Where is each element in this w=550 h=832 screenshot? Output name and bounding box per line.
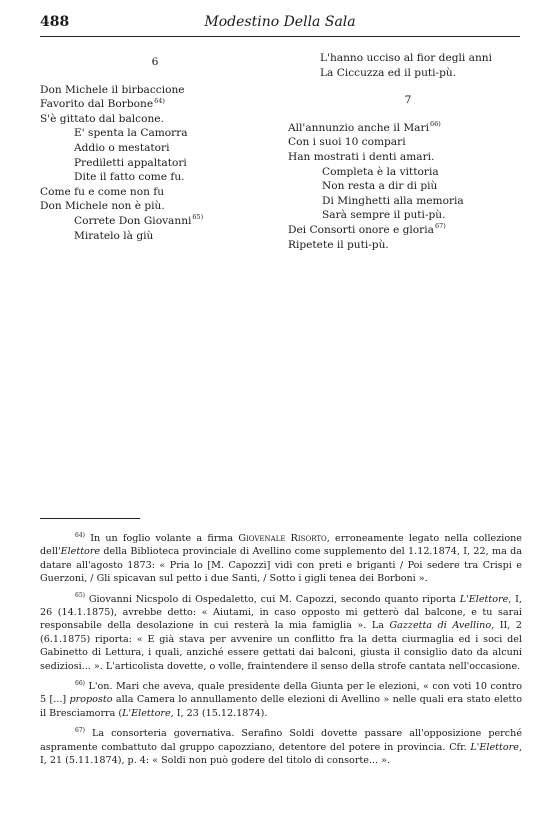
footnote-text: , II, 2 (6.1.1875) riporta: « E già stava per avvenire un conflitto fra la detta ciurmaglia ed i soci del Gabinetto di Lettura, i quali, anziché essere gettati dai balconi, giusta il consiglio dato da alcuni sediziosi... ». L'articolista dovette, o volle, fraintendere il senso della strofe cantata nell'occasione. [40, 620, 522, 672]
verse-line [288, 194, 528, 209]
verse-line [40, 229, 270, 244]
verse-line [40, 170, 270, 185]
page-number: 488 [40, 14, 70, 30]
verse-line [288, 208, 528, 223]
verse-line [40, 214, 270, 229]
verse-text: Non resta a dir di più [322, 180, 438, 193]
verse-line [40, 141, 270, 156]
verse-line [40, 199, 270, 214]
verse-line [288, 135, 528, 150]
footnote-marker: 66) [429, 120, 441, 129]
verse-text: Addio o mestatori [74, 141, 170, 154]
footnote-text: alla Camera lo annullamento delle elezioni di Avellino » nelle quali era stato eletto il Bresciamorra ( [40, 694, 522, 719]
footnote [40, 593, 522, 673]
verse-text: Han mostrati i denti amari. [288, 150, 435, 163]
verse-text: Favorito dal Borbone [40, 98, 154, 111]
verse-line [40, 185, 270, 200]
verse-text: Di Minghetti alla memoria [322, 194, 464, 207]
footnote-text: L'Elettore [470, 741, 519, 753]
verse-line [288, 238, 528, 253]
page-header [40, 14, 520, 36]
verse-text: Don Michele il birbaccione [40, 83, 185, 96]
verse-text: L'hanno ucciso al fior degli anni [320, 52, 493, 64]
footnote-number: 66) [75, 679, 85, 687]
footnote-text: Giovenale Risorto [238, 533, 327, 544]
verse-text: Con i suoi 10 compari [288, 136, 406, 149]
footnote-text: , I, 23 (15.12.1874). [170, 707, 268, 719]
footnote-text: L'on. Mari che aveva, quale presidente della Giunta per le elezioni, « con voti 10 contro 5 [...] [40, 681, 522, 706]
poem-column-right [288, 51, 528, 252]
verse-text: Prediletti appaltatori [74, 156, 187, 169]
verse-line [40, 126, 270, 141]
stanza-lines [40, 83, 270, 244]
footnote-text: L'Elettore [122, 707, 171, 719]
verse-text: S'è gittato dal balcone. [40, 112, 164, 125]
verse-text: Miratelo là giù [74, 229, 154, 242]
verse-line [288, 165, 528, 180]
footnote-marker: 67) [434, 222, 446, 231]
footnote-text: Elettore [60, 546, 101, 558]
footnote-number: 65) [75, 592, 85, 600]
verse-line [40, 112, 270, 127]
verse-text: Sarà sempre il puti-pù. [322, 209, 446, 222]
stanza-number: 6 [151, 56, 159, 68]
footnote-text: Giovanni Nicspolo di Ospedaletto, cui M. Capozzi, secondo quanto riporta [88, 593, 460, 605]
footnote-text: Gazzetta di Avellino [389, 620, 492, 632]
footnote-number: 67) [75, 727, 85, 735]
verse-line [40, 156, 270, 171]
verse-line [40, 83, 270, 98]
footnote-text: proposto [69, 694, 113, 706]
stanza-number: 7 [404, 94, 412, 107]
verse-text: Don Michele non è più. [40, 200, 165, 213]
footnote [40, 727, 522, 767]
verse-text: Dite il fatto come fu. [74, 171, 185, 184]
verse-line [288, 66, 528, 81]
header-rule [40, 36, 520, 37]
stanza-continuation [288, 51, 528, 80]
verse-text: Ripetete il puti-pù. [288, 238, 389, 251]
verse-text: Correte Don Giovanni [74, 214, 192, 227]
verse-line [288, 223, 528, 238]
footnote [40, 532, 522, 586]
verse-text: All'annunzio anche il Mari [288, 121, 429, 134]
verse-line [40, 97, 270, 112]
footnotes [40, 532, 522, 775]
footnote-text: , I, 21 (5.11.1874), p. 4: « Soldi non può godere del titolo di consorte... ». [40, 741, 522, 767]
running-title: Modestino Della Sala [204, 14, 356, 30]
footnote-text: della Biblioteca provinciale di Avellino come supplemento del 1.12.1874, I, 22, ma da datare all'agosto 1873: « Pria lo [M. Capozzi] vidi con preti e briganti / Poi sedere tra Crispi e Guerzoni, / Gli spicavan sul petto i due Santi, / Sotto i gigli tenea dei Borboni ». [40, 546, 522, 585]
footnote-text: In un foglio volante a firma [90, 533, 239, 544]
verse-line [288, 179, 528, 194]
footnote-text: L'Elettore [459, 593, 509, 605]
footnote [40, 680, 522, 720]
footnote-text: La consorteria governativa. Serafino Soldi dovette passare all'opposizione perché aspramente combattuto dal gruppo capozziano, detentore del potere in provincia. Cfr. [40, 728, 522, 753]
footnote-rule [40, 518, 140, 519]
verse-line [288, 121, 528, 136]
verse-line [288, 51, 528, 66]
verse-text: Dei Consorti onore e gloria [288, 223, 434, 236]
verse-text: Come fu e come non fu [40, 185, 165, 198]
footnote-marker: 64) [154, 96, 165, 105]
footnote-marker: 65) [192, 213, 204, 222]
stanza-lines [288, 121, 528, 252]
footnote-text: , I, 26 (14.1.1875), avrebbe detto: « Aiutami, in caso opposto mi getterò dal balcone, e tu sarai responsabile della desolazione in cui resterà la mia famiglia ». La [40, 593, 522, 632]
poem-column-left [40, 55, 270, 243]
verse-text: E' spenta la Camorra [74, 127, 188, 140]
footnote-text: , erroneamente legato nella collezione dell' [40, 533, 522, 558]
verse-line [288, 150, 528, 165]
footnote-number: 64) [75, 531, 85, 539]
verse-text: La Ciccuzza ed il puti-pù. [320, 66, 457, 79]
verse-text: Completa è la vittoria [322, 165, 439, 178]
